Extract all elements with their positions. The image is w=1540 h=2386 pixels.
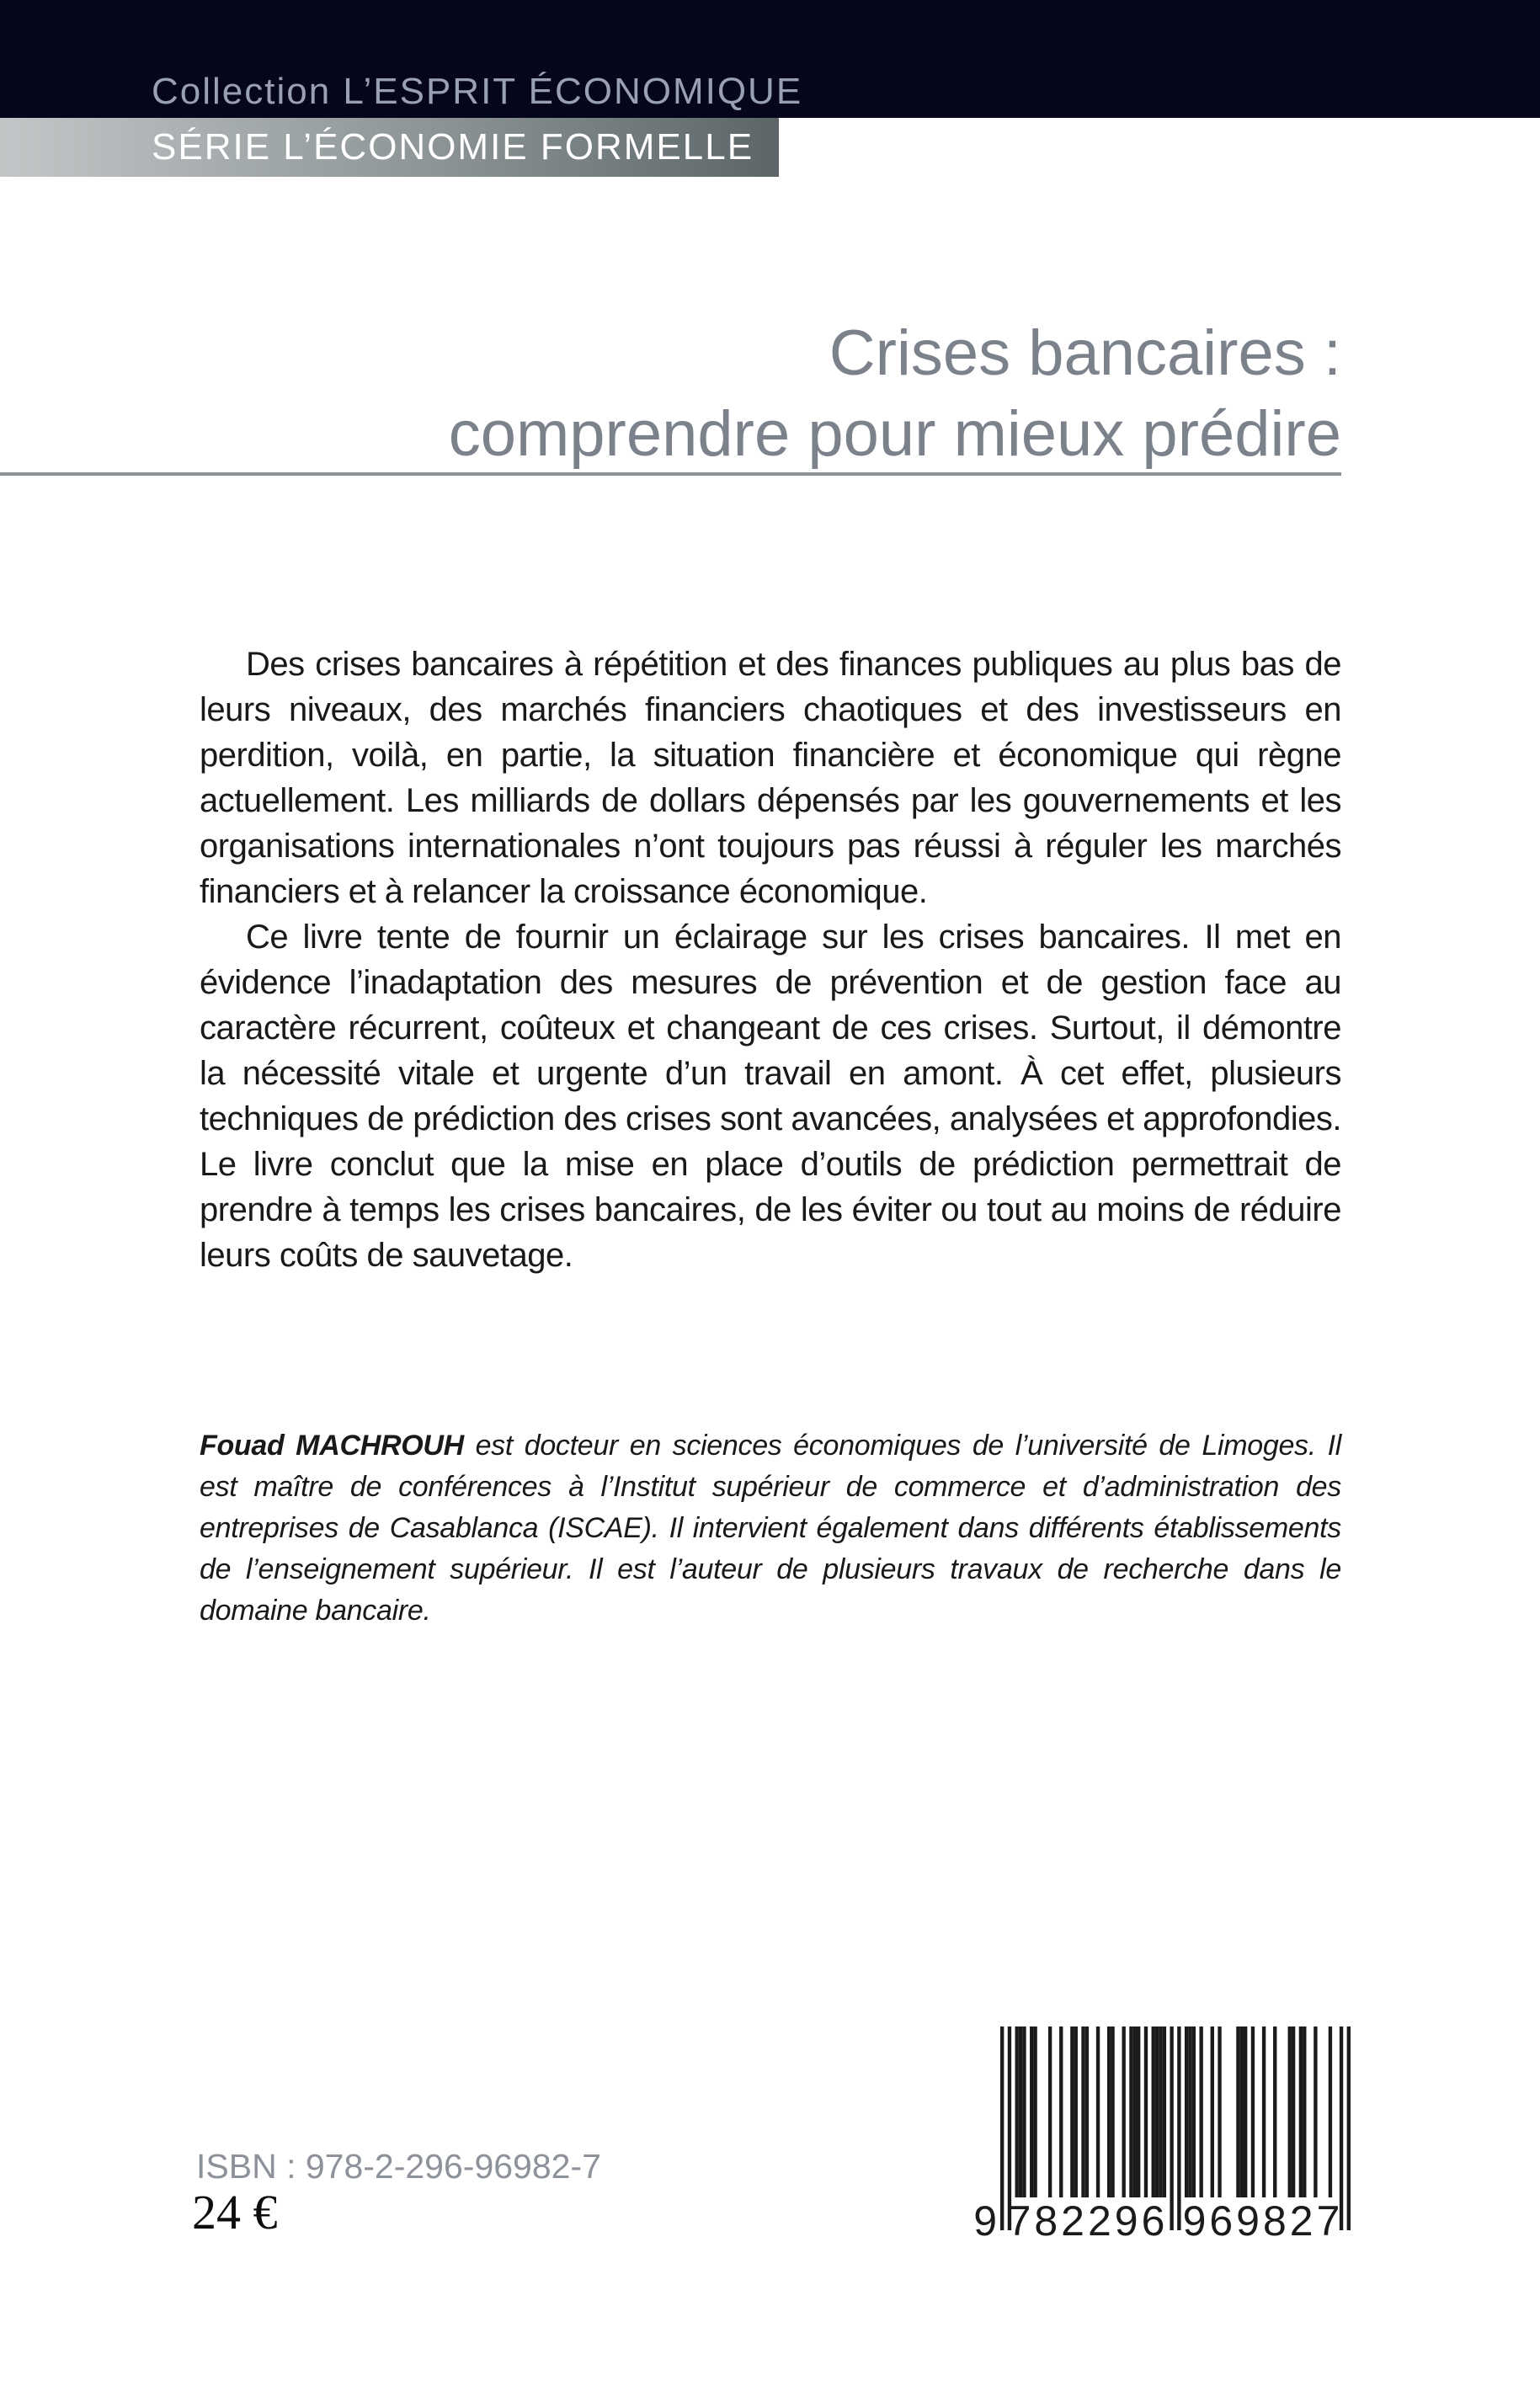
price-label: 24 € — [192, 2185, 278, 2240]
synopsis — [200, 642, 1341, 1278]
synopsis-paragraph-1: Des crises bancaires à répétition et des finances publiques au plus bas de leurs niveaux, des marchés financiers chaotiques et des investisseurs en perdition, voilà, en partie, la situation financière et économique qui règne actuellement. Les milliards de dollars dépensés par les gouvernements et les organisations internationales n’ont toujours pas réussi à réguler les marchés financiers et à relancer la croissance économique. — [200, 646, 1341, 910]
series-band — [0, 118, 779, 177]
book-title-line-1: Crises bancaires : — [829, 317, 1341, 389]
author-bio — [200, 1425, 1341, 1632]
collection-label: Collection L’ESPRIT ÉCONOMIQUE — [152, 71, 803, 112]
barcode-digits-left: 782296 — [1007, 2197, 1169, 2245]
synopsis-paragraph-2: Ce livre tente de fournir un éclairage sur les crises bancaires. Il met en évidence l’inadaptation des mesures de prévention et de gestion face au caractère récurrent, coûteux et changeant de ces crises. Surtout, il démontre la nécessité vitale et urgente d’un travail en amont. À cet effet, plusieurs techniques de prédiction des crises sont avancées, analysées et approfondies. Le livre conclut que la mise en place d’outils de prédiction permettrait de prendre à temps les crises bancaires, de les éviter ou tout au moins de réduire leurs coûts de sauvetage. — [200, 919, 1341, 1274]
author-bio-text: est docteur en sciences économiques de l’université de Limoges. Il est maître de conférences à l’Institut supérieur de commerce et d’administration des entreprises de Casablanca (ISCAE). Il intervient également dans différents établissements de l’enseignement supérieur. Il est l’auteur de plusieurs travaux de recherche dans le domaine bancaire. — [200, 1430, 1341, 1627]
book-title — [247, 313, 1341, 475]
title-rule-divider — [0, 472, 1341, 476]
series-label: SÉRIE L’ÉCONOMIE FORMELLE — [152, 126, 754, 168]
book-title-line-2: comprendre pour mieux prédire — [448, 398, 1341, 470]
barcode-digits-right: 969827 — [1182, 2197, 1344, 2245]
collection-band — [0, 0, 1540, 118]
author-name: Fouad MACHROUH — [200, 1430, 464, 1462]
isbn-label: ISBN : 978-2-296-96982-7 — [196, 2147, 601, 2186]
ean13-barcode — [965, 2027, 1352, 2245]
barcode-digit-first: 9 — [973, 2197, 997, 2245]
